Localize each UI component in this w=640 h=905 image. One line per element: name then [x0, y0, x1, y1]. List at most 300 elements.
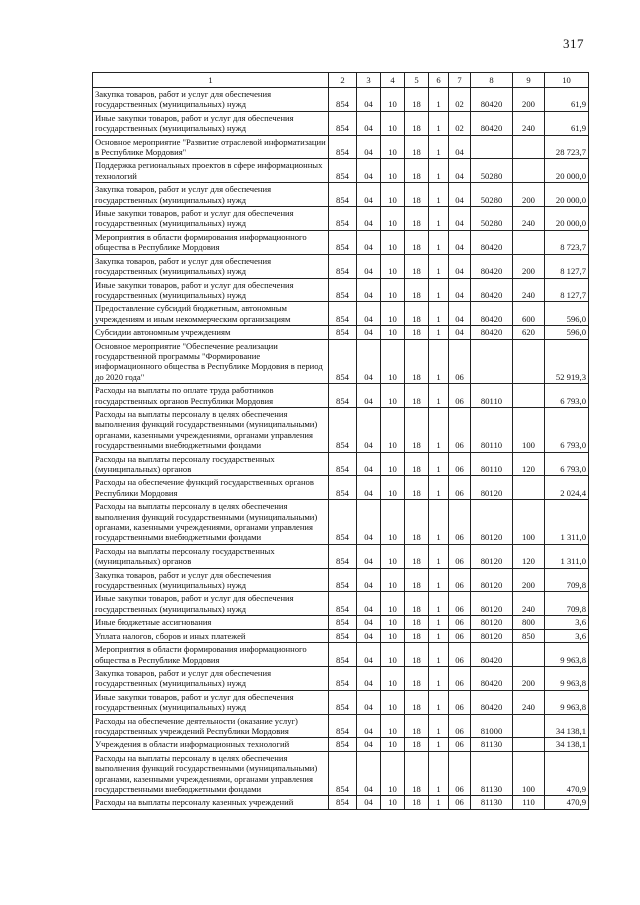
code-program-cell: 18 — [405, 384, 429, 408]
code-direction-cell: 81130 — [471, 796, 513, 809]
table-row — [93, 254, 589, 278]
code-program-cell: 18 — [405, 643, 429, 667]
code-rz-cell: 04 — [357, 183, 381, 207]
code-pr-cell: 10 — [381, 666, 405, 690]
code-pr-cell: 10 — [381, 183, 405, 207]
row-name-cell: Мероприятия в области формирования информационного общества в Республике Мордовия — [93, 643, 329, 667]
code-pr-cell: 10 — [381, 643, 405, 667]
table-row — [93, 796, 589, 809]
code-gr-cell: 854 — [329, 207, 357, 231]
code-vr-cell: 850 — [513, 629, 545, 642]
column-header: 10 — [545, 73, 589, 88]
code-rz-cell: 04 — [357, 476, 381, 500]
code-program-cell: 18 — [405, 690, 429, 714]
code-vr-cell: 600 — [513, 302, 545, 326]
code-rz-cell: 04 — [357, 88, 381, 112]
code-rz-cell: 04 — [357, 278, 381, 302]
code-event-cell: 04 — [449, 183, 471, 207]
budget-table — [92, 72, 589, 810]
code-event-cell: 06 — [449, 666, 471, 690]
code-program-cell: 18 — [405, 278, 429, 302]
code-subprogram-cell: 1 — [429, 796, 449, 809]
code-vr-cell: 240 — [513, 592, 545, 616]
code-pr-cell: 10 — [381, 230, 405, 254]
table-row — [93, 690, 589, 714]
amount-cell: 2 024,4 — [545, 476, 589, 500]
code-rz-cell: 04 — [357, 738, 381, 751]
code-gr-cell: 854 — [329, 326, 357, 339]
code-vr-cell: 200 — [513, 183, 545, 207]
code-event-cell: 04 — [449, 207, 471, 231]
row-name-cell: Иные закупки товаров, работ и услуг для обеспечения государственных (муниципальных) нужд — [93, 207, 329, 231]
row-name-cell: Уплата налогов, сборов и иных платежей — [93, 629, 329, 642]
code-gr-cell: 854 — [329, 111, 357, 135]
code-program-cell: 18 — [405, 592, 429, 616]
table-row — [93, 751, 589, 796]
code-pr-cell: 10 — [381, 326, 405, 339]
column-header: 4 — [381, 73, 405, 88]
code-direction-cell: 80420 — [471, 111, 513, 135]
code-subprogram-cell: 1 — [429, 88, 449, 112]
table-row — [93, 230, 589, 254]
code-rz-cell: 04 — [357, 254, 381, 278]
table-row — [93, 714, 589, 738]
table-row — [93, 592, 589, 616]
code-program-cell: 18 — [405, 407, 429, 452]
code-subprogram-cell: 1 — [429, 690, 449, 714]
code-program-cell: 18 — [405, 302, 429, 326]
code-event-cell: 06 — [449, 339, 471, 384]
code-gr-cell: 854 — [329, 159, 357, 183]
amount-cell: 470,9 — [545, 751, 589, 796]
table-row — [93, 643, 589, 667]
code-gr-cell: 854 — [329, 568, 357, 592]
table-row — [93, 407, 589, 452]
table-row — [93, 183, 589, 207]
code-event-cell: 06 — [449, 500, 471, 545]
row-name-cell: Расходы на выплаты персоналу в целях обеспечения выполнения функций государственными (муниципальными) органами, казенными учреждениями, органами управления государственными внебюджетными фондами — [93, 500, 329, 545]
code-pr-cell: 10 — [381, 476, 405, 500]
code-pr-cell: 10 — [381, 302, 405, 326]
code-subprogram-cell: 1 — [429, 666, 449, 690]
code-direction-cell: 80420 — [471, 666, 513, 690]
code-rz-cell: 04 — [357, 339, 381, 384]
code-subprogram-cell: 1 — [429, 714, 449, 738]
code-direction-cell: 80120 — [471, 568, 513, 592]
code-subprogram-cell: 1 — [429, 207, 449, 231]
code-event-cell: 04 — [449, 302, 471, 326]
row-name-cell: Закупка товаров, работ и услуг для обеспечения государственных (муниципальных) нужд — [93, 568, 329, 592]
code-event-cell: 06 — [449, 738, 471, 751]
code-vr-cell — [513, 714, 545, 738]
code-direction-cell: 80420 — [471, 254, 513, 278]
code-vr-cell: 200 — [513, 88, 545, 112]
code-vr-cell: 240 — [513, 690, 545, 714]
code-subprogram-cell: 1 — [429, 159, 449, 183]
amount-cell: 20 000,0 — [545, 183, 589, 207]
amount-cell: 34 138,1 — [545, 738, 589, 751]
code-pr-cell: 10 — [381, 407, 405, 452]
code-rz-cell: 04 — [357, 544, 381, 568]
table-row — [93, 207, 589, 231]
table-row — [93, 111, 589, 135]
code-rz-cell: 04 — [357, 111, 381, 135]
amount-cell: 52 919,3 — [545, 339, 589, 384]
row-name-cell: Основное мероприятие "Обеспечение реализации государственной программы "Формирование информационного общества в Республике Мордовия в период до 2020 года" — [93, 339, 329, 384]
code-event-cell: 06 — [449, 714, 471, 738]
code-gr-cell: 854 — [329, 751, 357, 796]
code-subprogram-cell: 1 — [429, 339, 449, 384]
code-pr-cell: 10 — [381, 384, 405, 408]
table-body — [93, 88, 589, 810]
row-name-cell: Расходы на выплаты персоналу государственных (муниципальных) органов — [93, 452, 329, 476]
row-name-cell: Основное мероприятие "Развитие отраслевой информатизации в Республике Мордовия" — [93, 135, 329, 159]
code-subprogram-cell: 1 — [429, 384, 449, 408]
code-rz-cell: 04 — [357, 751, 381, 796]
code-pr-cell: 10 — [381, 452, 405, 476]
amount-cell: 34 138,1 — [545, 714, 589, 738]
code-program-cell: 18 — [405, 88, 429, 112]
code-gr-cell: 854 — [329, 544, 357, 568]
code-vr-cell — [513, 643, 545, 667]
code-gr-cell: 854 — [329, 339, 357, 384]
amount-cell: 6 793,0 — [545, 452, 589, 476]
code-event-cell: 06 — [449, 592, 471, 616]
table-row — [93, 452, 589, 476]
table-row — [93, 135, 589, 159]
code-vr-cell — [513, 159, 545, 183]
row-name-cell: Расходы на выплаты персоналу казенных учреждений — [93, 796, 329, 809]
code-subprogram-cell: 1 — [429, 751, 449, 796]
code-event-cell: 06 — [449, 629, 471, 642]
row-name-cell: Иные закупки товаров, работ и услуг для обеспечения государственных (муниципальных) нужд — [93, 111, 329, 135]
code-direction-cell: 50280 — [471, 159, 513, 183]
row-name-cell: Иные закупки товаров, работ и услуг для обеспечения государственных (муниципальных) нужд — [93, 278, 329, 302]
code-gr-cell: 854 — [329, 738, 357, 751]
code-program-cell: 18 — [405, 666, 429, 690]
code-program-cell: 18 — [405, 111, 429, 135]
code-rz-cell: 04 — [357, 714, 381, 738]
code-rz-cell: 04 — [357, 796, 381, 809]
code-rz-cell: 04 — [357, 690, 381, 714]
code-subprogram-cell: 1 — [429, 500, 449, 545]
code-program-cell: 18 — [405, 738, 429, 751]
table-row — [93, 738, 589, 751]
row-name-cell: Расходы на выплаты персоналу в целях обеспечения выполнения функций государственными (муниципальными) органами, казенными учреждениями, органами управления государственными внебюджетными фондами — [93, 751, 329, 796]
code-rz-cell: 04 — [357, 616, 381, 629]
code-gr-cell: 854 — [329, 616, 357, 629]
column-header: 7 — [449, 73, 471, 88]
code-event-cell: 04 — [449, 230, 471, 254]
code-pr-cell: 10 — [381, 254, 405, 278]
code-program-cell: 18 — [405, 135, 429, 159]
code-gr-cell: 854 — [329, 500, 357, 545]
code-program-cell: 18 — [405, 254, 429, 278]
table-row — [93, 629, 589, 642]
amount-cell: 8 723,7 — [545, 230, 589, 254]
code-vr-cell: 200 — [513, 568, 545, 592]
code-pr-cell: 10 — [381, 568, 405, 592]
code-subprogram-cell: 1 — [429, 326, 449, 339]
code-program-cell: 18 — [405, 568, 429, 592]
code-event-cell: 06 — [449, 452, 471, 476]
code-event-cell: 06 — [449, 690, 471, 714]
code-direction-cell: 80110 — [471, 407, 513, 452]
amount-cell: 1 311,0 — [545, 544, 589, 568]
code-pr-cell: 10 — [381, 592, 405, 616]
code-direction-cell: 81130 — [471, 738, 513, 751]
code-subprogram-cell: 1 — [429, 476, 449, 500]
code-direction-cell: 80420 — [471, 690, 513, 714]
code-event-cell: 06 — [449, 616, 471, 629]
code-direction-cell: 80420 — [471, 302, 513, 326]
row-name-cell: Мероприятия в области формирования информационного общества в Республике Мордовия — [93, 230, 329, 254]
code-pr-cell: 10 — [381, 339, 405, 384]
row-name-cell: Расходы на выплаты по оплате труда работников государственных органов Республики Мордовия — [93, 384, 329, 408]
code-program-cell: 18 — [405, 207, 429, 231]
code-direction-cell: 80420 — [471, 278, 513, 302]
table-row — [93, 500, 589, 545]
code-subprogram-cell: 1 — [429, 629, 449, 642]
column-header: 2 — [329, 73, 357, 88]
code-rz-cell: 04 — [357, 159, 381, 183]
code-vr-cell: 100 — [513, 407, 545, 452]
code-vr-cell: 800 — [513, 616, 545, 629]
code-event-cell: 06 — [449, 476, 471, 500]
code-gr-cell: 854 — [329, 384, 357, 408]
code-gr-cell: 854 — [329, 183, 357, 207]
table-row — [93, 568, 589, 592]
code-vr-cell — [513, 738, 545, 751]
code-event-cell: 04 — [449, 254, 471, 278]
table-row — [93, 88, 589, 112]
code-direction-cell: 80420 — [471, 326, 513, 339]
row-name-cell: Закупка товаров, работ и услуг для обеспечения государственных (муниципальных) нужд — [93, 254, 329, 278]
code-direction-cell — [471, 339, 513, 384]
code-rz-cell: 04 — [357, 592, 381, 616]
row-name-cell: Расходы на обеспечение функций государственных органов Республики Мордовия — [93, 476, 329, 500]
code-pr-cell: 10 — [381, 690, 405, 714]
code-gr-cell: 854 — [329, 476, 357, 500]
code-pr-cell: 10 — [381, 544, 405, 568]
code-rz-cell: 04 — [357, 302, 381, 326]
code-vr-cell: 200 — [513, 254, 545, 278]
code-subprogram-cell: 1 — [429, 254, 449, 278]
code-program-cell: 18 — [405, 452, 429, 476]
amount-cell: 61,9 — [545, 88, 589, 112]
code-direction-cell: 80420 — [471, 88, 513, 112]
column-header: 3 — [357, 73, 381, 88]
amount-cell: 596,0 — [545, 302, 589, 326]
row-name-cell: Расходы на обеспечение деятельности (оказание услуг) государственных учреждений Республики Мордовия — [93, 714, 329, 738]
code-subprogram-cell: 1 — [429, 111, 449, 135]
code-vr-cell — [513, 384, 545, 408]
code-event-cell: 04 — [449, 278, 471, 302]
column-header: 5 — [405, 73, 429, 88]
table-row — [93, 666, 589, 690]
code-rz-cell: 04 — [357, 135, 381, 159]
code-subprogram-cell: 1 — [429, 407, 449, 452]
code-direction-cell: 80120 — [471, 544, 513, 568]
code-pr-cell: 10 — [381, 159, 405, 183]
code-direction-cell: 80120 — [471, 629, 513, 642]
row-name-cell: Иные бюджетные ассигнования — [93, 616, 329, 629]
code-subprogram-cell: 1 — [429, 616, 449, 629]
amount-cell: 1 311,0 — [545, 500, 589, 545]
code-event-cell: 06 — [449, 544, 471, 568]
column-header: 8 — [471, 73, 513, 88]
code-rz-cell: 04 — [357, 629, 381, 642]
row-name-cell: Предоставление субсидий бюджетным, автономным учреждениям и иным некоммерческим организациям — [93, 302, 329, 326]
code-vr-cell: 240 — [513, 207, 545, 231]
column-header: 1 — [93, 73, 329, 88]
code-vr-cell: 240 — [513, 278, 545, 302]
row-name-cell: Поддержка региональных проектов в сфере информационных технологий — [93, 159, 329, 183]
code-direction-cell: 80110 — [471, 384, 513, 408]
table-row — [93, 339, 589, 384]
amount-cell: 3,6 — [545, 616, 589, 629]
code-program-cell: 18 — [405, 500, 429, 545]
amount-cell: 9 963,8 — [545, 643, 589, 667]
code-program-cell: 18 — [405, 230, 429, 254]
code-program-cell: 18 — [405, 714, 429, 738]
code-direction-cell: 80120 — [471, 616, 513, 629]
amount-cell: 3,6 — [545, 629, 589, 642]
table-row — [93, 384, 589, 408]
code-program-cell: 18 — [405, 796, 429, 809]
code-gr-cell: 854 — [329, 714, 357, 738]
row-name-cell: Субсидии автономным учреждениям — [93, 326, 329, 339]
code-pr-cell: 10 — [381, 616, 405, 629]
code-gr-cell: 854 — [329, 88, 357, 112]
code-vr-cell: 240 — [513, 111, 545, 135]
amount-cell: 709,8 — [545, 568, 589, 592]
code-gr-cell: 854 — [329, 592, 357, 616]
code-rz-cell: 04 — [357, 326, 381, 339]
code-gr-cell: 854 — [329, 643, 357, 667]
row-name-cell: Учреждения в области информационных технологий — [93, 738, 329, 751]
code-vr-cell: 110 — [513, 796, 545, 809]
code-program-cell: 18 — [405, 544, 429, 568]
code-vr-cell: 200 — [513, 666, 545, 690]
code-program-cell: 18 — [405, 159, 429, 183]
code-direction-cell: 50280 — [471, 207, 513, 231]
amount-cell: 9 963,8 — [545, 690, 589, 714]
code-event-cell: 06 — [449, 568, 471, 592]
code-direction-cell: 80420 — [471, 230, 513, 254]
code-subprogram-cell: 1 — [429, 230, 449, 254]
table-row — [93, 326, 589, 339]
code-event-cell: 06 — [449, 796, 471, 809]
amount-cell: 28 723,7 — [545, 135, 589, 159]
code-pr-cell: 10 — [381, 738, 405, 751]
code-gr-cell: 854 — [329, 407, 357, 452]
row-name-cell: Расходы на выплаты персоналу в целях обеспечения выполнения функций государственными (муниципальными) органами, казенными учреждениями, органами управления государственными внебюджетными фондами — [93, 407, 329, 452]
page-number: 317 — [563, 36, 584, 51]
amount-cell: 9 963,8 — [545, 666, 589, 690]
code-pr-cell: 10 — [381, 629, 405, 642]
row-name-cell: Расходы на выплаты персоналу государственных (муниципальных) органов — [93, 544, 329, 568]
row-name-cell: Закупка товаров, работ и услуг для обеспечения государственных (муниципальных) нужд — [93, 183, 329, 207]
code-pr-cell: 10 — [381, 207, 405, 231]
code-direction-cell: 80120 — [471, 476, 513, 500]
code-program-cell: 18 — [405, 339, 429, 384]
code-vr-cell: 120 — [513, 544, 545, 568]
code-rz-cell: 04 — [357, 643, 381, 667]
code-event-cell: 02 — [449, 88, 471, 112]
code-gr-cell: 854 — [329, 278, 357, 302]
code-direction-cell: 81130 — [471, 751, 513, 796]
code-subprogram-cell: 1 — [429, 278, 449, 302]
code-direction-cell — [471, 135, 513, 159]
code-vr-cell — [513, 339, 545, 384]
code-program-cell: 18 — [405, 616, 429, 629]
table-row — [93, 159, 589, 183]
code-gr-cell: 854 — [329, 796, 357, 809]
code-pr-cell: 10 — [381, 500, 405, 545]
amount-cell: 20 000,0 — [545, 207, 589, 231]
code-vr-cell: 620 — [513, 326, 545, 339]
amount-cell: 61,9 — [545, 111, 589, 135]
code-subprogram-cell: 1 — [429, 592, 449, 616]
amount-cell: 6 793,0 — [545, 407, 589, 452]
code-event-cell: 04 — [449, 326, 471, 339]
code-direction-cell: 80110 — [471, 452, 513, 476]
amount-cell: 596,0 — [545, 326, 589, 339]
code-program-cell: 18 — [405, 326, 429, 339]
code-event-cell: 02 — [449, 111, 471, 135]
code-program-cell: 18 — [405, 751, 429, 796]
code-program-cell: 18 — [405, 629, 429, 642]
code-gr-cell: 854 — [329, 690, 357, 714]
amount-cell: 8 127,7 — [545, 254, 589, 278]
code-direction-cell: 81000 — [471, 714, 513, 738]
code-event-cell: 06 — [449, 384, 471, 408]
code-rz-cell: 04 — [357, 407, 381, 452]
code-subprogram-cell: 1 — [429, 738, 449, 751]
code-pr-cell: 10 — [381, 278, 405, 302]
code-vr-cell: 100 — [513, 500, 545, 545]
amount-cell: 709,8 — [545, 592, 589, 616]
code-program-cell: 18 — [405, 476, 429, 500]
code-event-cell: 06 — [449, 407, 471, 452]
code-gr-cell: 854 — [329, 230, 357, 254]
code-pr-cell: 10 — [381, 796, 405, 809]
code-gr-cell: 854 — [329, 135, 357, 159]
code-rz-cell: 04 — [357, 207, 381, 231]
amount-cell: 470,9 — [545, 796, 589, 809]
row-name-cell: Закупка товаров, работ и услуг для обеспечения государственных (муниципальных) нужд — [93, 666, 329, 690]
code-pr-cell: 10 — [381, 751, 405, 796]
amount-cell: 20 000,0 — [545, 159, 589, 183]
code-rz-cell: 04 — [357, 666, 381, 690]
code-gr-cell: 854 — [329, 629, 357, 642]
code-gr-cell: 854 — [329, 254, 357, 278]
code-gr-cell: 854 — [329, 666, 357, 690]
table-row — [93, 278, 589, 302]
code-vr-cell — [513, 476, 545, 500]
table-row — [93, 302, 589, 326]
row-name-cell: Иные закупки товаров, работ и услуг для обеспечения государственных (муниципальных) нужд — [93, 592, 329, 616]
code-vr-cell: 100 — [513, 751, 545, 796]
code-subprogram-cell: 1 — [429, 568, 449, 592]
code-pr-cell: 10 — [381, 135, 405, 159]
table-row — [93, 544, 589, 568]
code-subprogram-cell: 1 — [429, 452, 449, 476]
code-subprogram-cell: 1 — [429, 544, 449, 568]
amount-cell: 8 127,7 — [545, 278, 589, 302]
code-pr-cell: 10 — [381, 111, 405, 135]
